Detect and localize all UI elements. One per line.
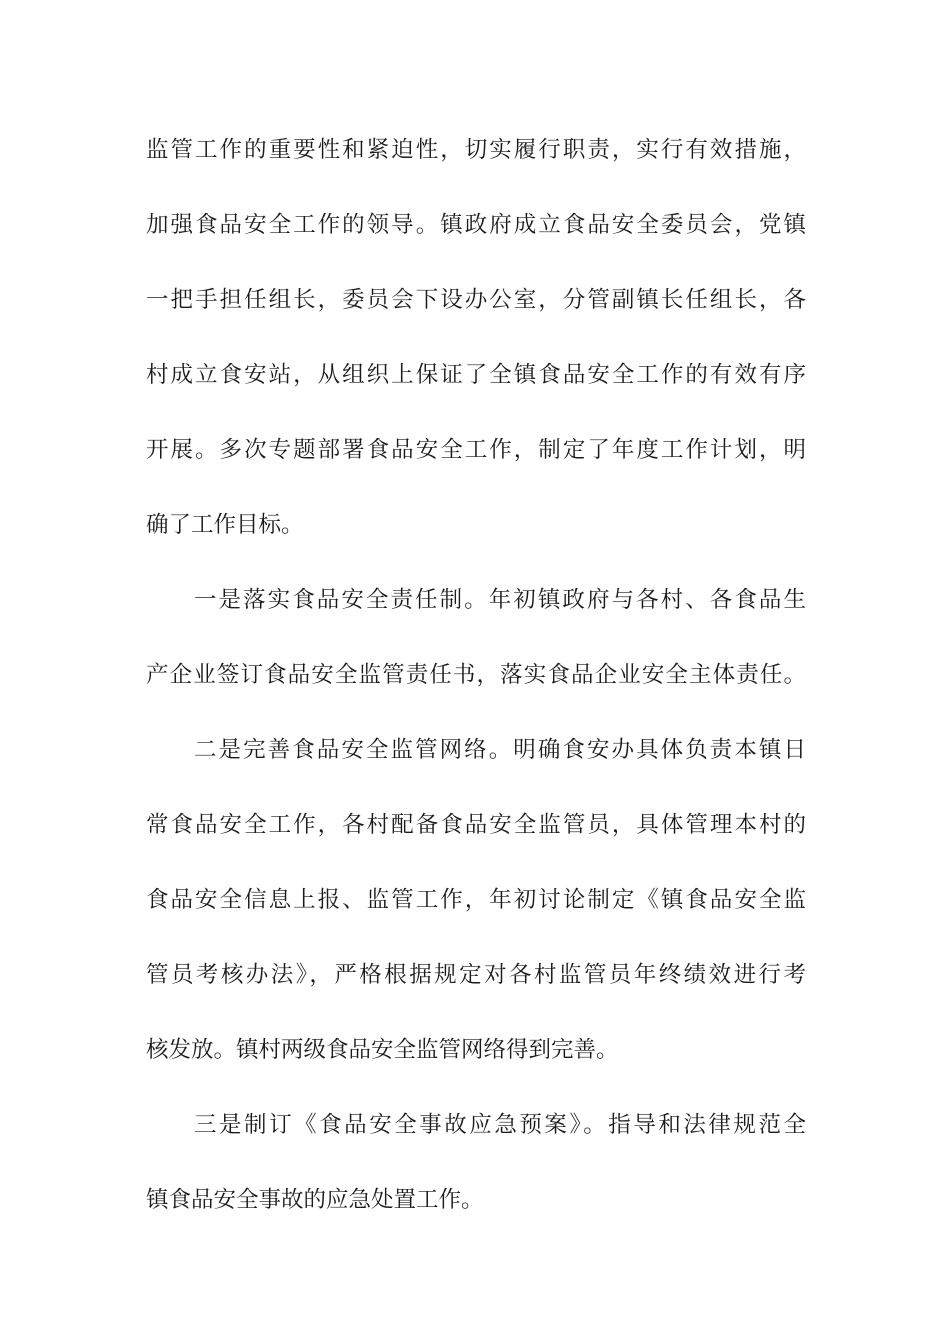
- paragraph-1-line-4: 村成立食安站，从组织上保证了全镇食品安全工作的有效有序: [146, 362, 806, 388]
- paragraph-3-line-2: 常食品安全工作，各村配备食品安全监管员，具体管理本村的: [146, 812, 806, 838]
- paragraph-4-line-2: 镇食品安全事故的应急处置工作。: [146, 1187, 484, 1213]
- paragraph-1-line-2: 加强食品安全工作的领导。镇政府成立食品安全委员会，党镇: [146, 212, 806, 238]
- paragraph-2-line-2: 产企业签订食品安全监管责任书，落实食品企业安全主体责任。: [146, 662, 806, 688]
- paragraph-3-line-1: 二是完善食品安全监管网络。明确食安办具体负责本镇日: [194, 737, 806, 763]
- paragraph-3-line-4: 管员考核办法》，严格根据规定对各村监管员年终绩效进行考: [146, 962, 806, 988]
- paragraph-4-line-1: 三是制订《食品安全事故应急预案》。指导和法律规范全: [194, 1112, 806, 1138]
- paragraph-1-line-6: 确了工作目标。: [146, 512, 304, 538]
- paragraph-1-line-1: 监管工作的重要性和紧迫性，切实履行职责，实行有效措施，: [146, 137, 806, 163]
- paragraph-2-line-1: 一是落实食品安全责任制。年初镇政府与各村、各食品生: [194, 587, 806, 613]
- paragraph-1-line-5: 开展。多次专题部署食品安全工作，制定了年度工作计划，明: [146, 437, 806, 463]
- paragraph-1-line-3: 一把手担任组长，委员会下设办公室，分管副镇长任组长，各: [146, 287, 806, 313]
- paragraph-3-line-5: 核发放。镇村两级食品安全监管网络得到完善。: [146, 1037, 619, 1063]
- paragraph-3-line-3: 食品安全信息上报、监管工作，年初讨论制定《镇食品安全监: [146, 887, 806, 913]
